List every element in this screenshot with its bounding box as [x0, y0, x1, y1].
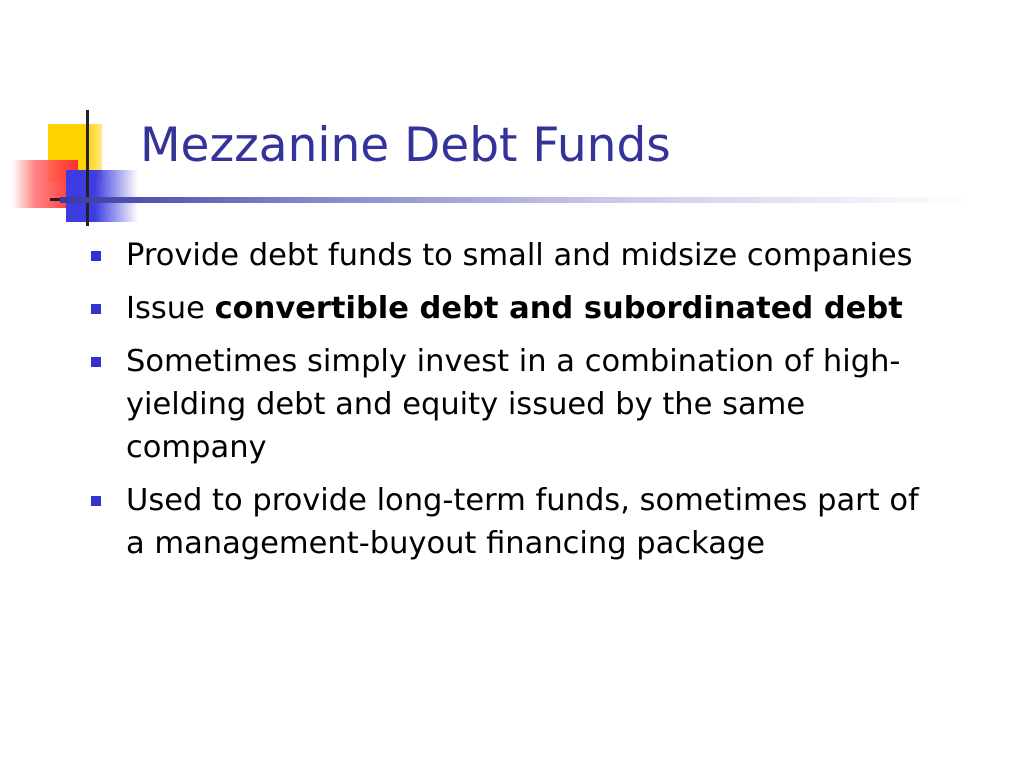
bullet-item: [0, 340, 1024, 469]
bullet-list: [0, 234, 1024, 575]
bullet-item: [0, 287, 1024, 330]
bullet-text: Provide debt funds to small and midsize companies: [126, 238, 913, 273]
bullet-text: Issue: [126, 291, 215, 326]
square-bullet-icon: [91, 304, 101, 314]
bullet-text: Used to provide long-term funds, sometimes part of a management-buyout financing package: [126, 483, 919, 561]
bullet-bold-text: convertible debt and subordinated debt: [214, 291, 903, 326]
vertical-line: [86, 110, 89, 226]
title-divider: [60, 197, 970, 203]
blue-block: [66, 170, 138, 222]
bullet-text: Sometimes simply invest in a combination of high-yielding debt and equity issued by the same company: [126, 344, 901, 465]
square-bullet-icon: [91, 496, 101, 506]
bullet-item: [0, 234, 1024, 277]
square-bullet-icon: [91, 357, 101, 367]
square-bullet-icon: [91, 251, 101, 261]
slide-title: Mezzanine Debt Funds: [140, 118, 671, 173]
bullet-item: [0, 479, 1024, 565]
